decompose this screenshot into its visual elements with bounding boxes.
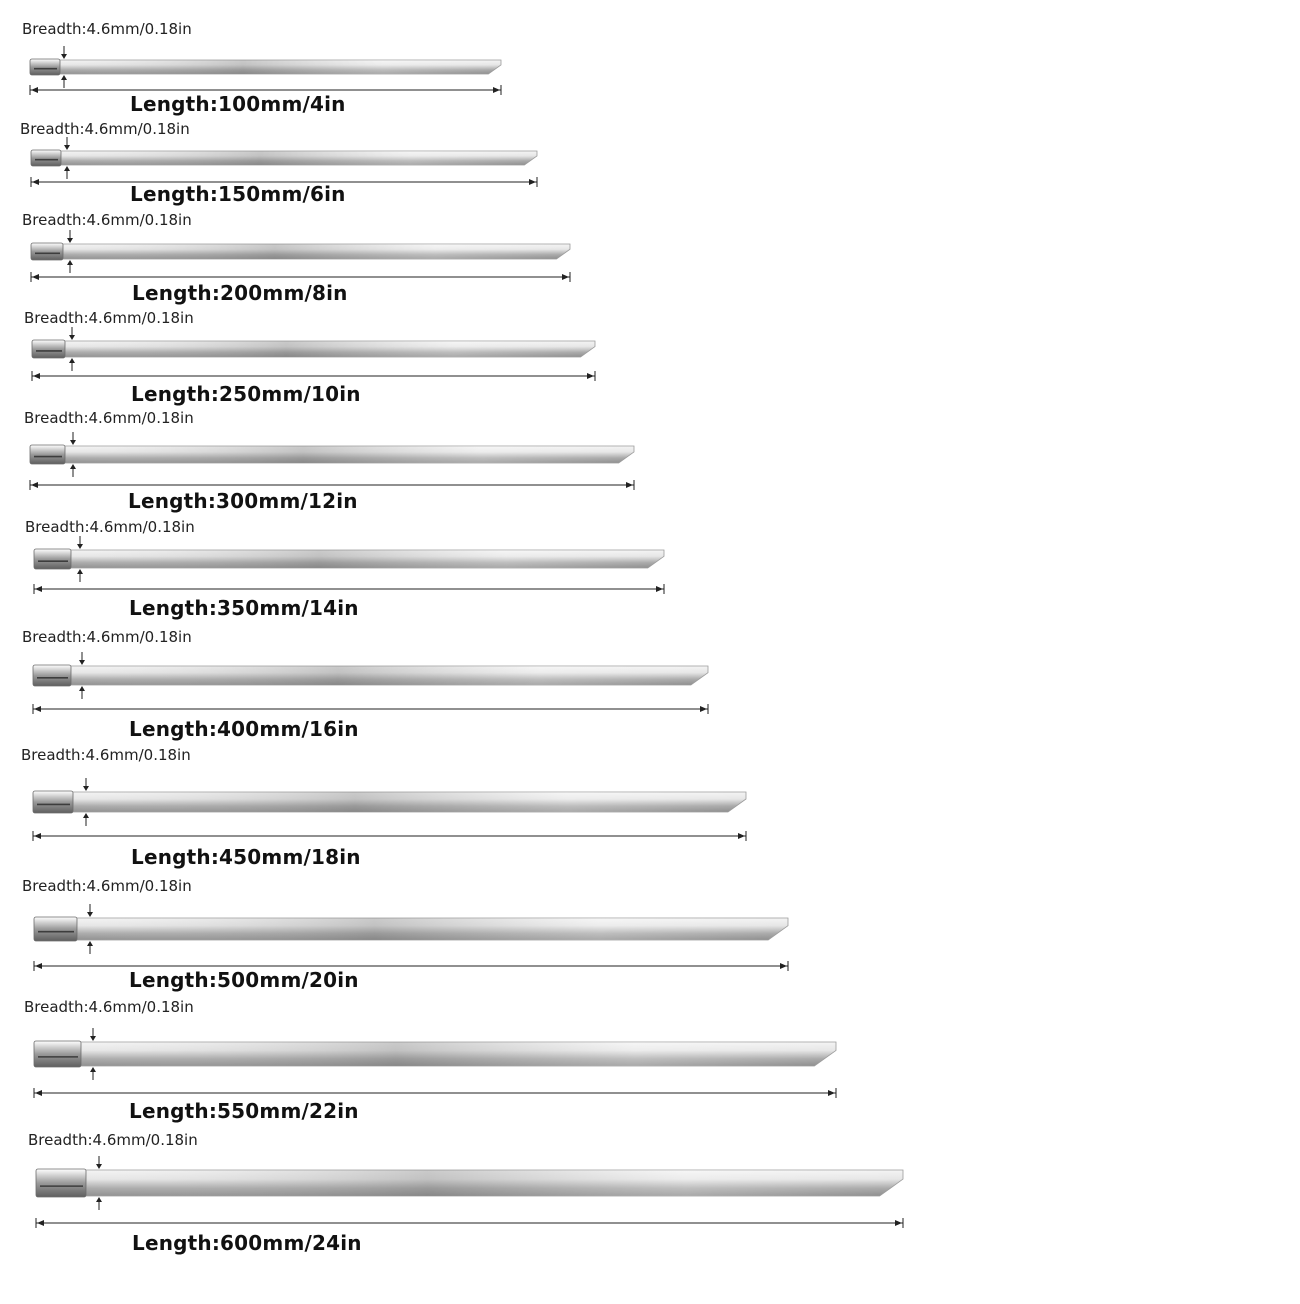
breadth-label: Breadth:4.6mm/0.18in	[22, 877, 192, 895]
breadth-arrowhead-bottom	[90, 1067, 96, 1072]
strap-sheen	[35, 666, 708, 685]
length-arrowhead-right	[587, 373, 594, 379]
breadth-arrowhead-bottom	[79, 686, 85, 691]
breadth-arrowhead-bottom	[61, 75, 67, 80]
strap-sheen	[36, 550, 664, 568]
length-label: Length:350mm/14in	[129, 596, 359, 620]
breadth-arrowhead-bottom	[64, 166, 70, 171]
cable-tie-100mm	[30, 46, 501, 95]
length-arrowhead-left	[35, 1090, 42, 1096]
length-arrowhead-right	[529, 179, 536, 185]
buckle-head	[30, 59, 60, 75]
length-label: Length:200mm/8in	[132, 281, 348, 305]
length-arrowhead-left	[31, 87, 38, 93]
length-arrowhead-right	[895, 1220, 902, 1226]
cable-tie-250mm	[32, 327, 595, 381]
breadth-arrowhead-top	[70, 440, 76, 445]
breadth-arrowhead-top	[87, 912, 93, 917]
buckle-head	[33, 791, 73, 813]
cable-tie-450mm	[33, 778, 746, 841]
length-arrowhead-right	[828, 1090, 835, 1096]
cable-tie-500mm	[34, 904, 788, 971]
buckle-head	[31, 150, 61, 166]
length-label: Length:400mm/16in	[129, 717, 359, 741]
length-arrowhead-right	[562, 274, 569, 280]
length-label: Length:500mm/20in	[129, 968, 359, 992]
length-arrowhead-right	[493, 87, 500, 93]
length-arrowhead-left	[31, 482, 38, 488]
length-arrowhead-left	[35, 963, 42, 969]
breadth-label: Breadth:4.6mm/0.18in	[22, 628, 192, 646]
length-label: Length:600mm/24in	[132, 1231, 362, 1255]
length-label: Length:450mm/18in	[131, 845, 361, 869]
length-arrowhead-left	[32, 179, 39, 185]
strap-sheen	[35, 792, 746, 812]
length-arrowhead-left	[34, 706, 41, 712]
strap-sheen	[36, 918, 788, 940]
buckle-head	[34, 917, 77, 941]
breadth-label: Breadth:4.6mm/0.18in	[22, 20, 192, 38]
breadth-label: Breadth:4.6mm/0.18in	[24, 409, 194, 427]
breadth-arrowhead-bottom	[69, 358, 75, 363]
breadth-label: Breadth:4.6mm/0.18in	[28, 1131, 198, 1149]
breadth-arrowhead-bottom	[96, 1197, 102, 1202]
breadth-arrowhead-bottom	[77, 569, 83, 574]
breadth-label: Breadth:4.6mm/0.18in	[24, 309, 194, 327]
breadth-arrowhead-top	[90, 1036, 96, 1041]
length-label: Length:150mm/6in	[130, 182, 346, 206]
breadth-label: Breadth:4.6mm/0.18in	[21, 746, 191, 764]
strap-sheen	[32, 60, 501, 74]
length-arrowhead-left	[35, 586, 42, 592]
buckle-head	[34, 549, 71, 569]
breadth-arrowhead-top	[61, 54, 67, 59]
buckle-head	[32, 340, 65, 358]
breadth-label: Breadth:4.6mm/0.18in	[20, 120, 190, 138]
breadth-arrowhead-bottom	[87, 941, 93, 946]
breadth-label: Breadth:4.6mm/0.18in	[24, 998, 194, 1016]
breadth-arrowhead-top	[79, 660, 85, 665]
strap-sheen	[34, 341, 595, 357]
cable-tie-600mm	[36, 1156, 903, 1228]
strap-sheen	[38, 1170, 903, 1196]
breadth-arrowhead-top	[96, 1164, 102, 1169]
length-arrowhead-right	[700, 706, 707, 712]
cable-tie-150mm	[31, 137, 537, 187]
length-arrowhead-right	[656, 586, 663, 592]
length-arrowhead-left	[34, 833, 41, 839]
breadth-arrowhead-top	[64, 145, 70, 150]
breadth-arrowhead-bottom	[83, 813, 89, 818]
cable-tie-550mm	[34, 1028, 836, 1098]
length-arrowhead-left	[37, 1220, 44, 1226]
buckle-head	[31, 243, 63, 260]
length-label: Length:300mm/12in	[128, 489, 358, 513]
buckle-head	[33, 665, 71, 686]
cable-tie-400mm	[33, 652, 708, 714]
cable-tie-350mm	[34, 536, 664, 594]
buckle-head	[36, 1169, 86, 1197]
length-arrowhead-left	[32, 274, 39, 280]
breadth-label: Breadth:4.6mm/0.18in	[22, 211, 192, 229]
length-label: Length:250mm/10in	[131, 382, 361, 406]
length-label: Length:550mm/22in	[129, 1099, 359, 1123]
buckle-head	[30, 445, 65, 464]
length-arrowhead-left	[33, 373, 40, 379]
breadth-arrowhead-top	[69, 335, 75, 340]
breadth-arrowhead-top	[67, 238, 73, 243]
length-arrowhead-right	[626, 482, 633, 488]
breadth-arrowhead-top	[83, 786, 89, 791]
breadth-arrowhead-bottom	[67, 260, 73, 265]
length-arrowhead-right	[738, 833, 745, 839]
breadth-arrowhead-bottom	[70, 464, 76, 469]
strap-sheen	[33, 151, 537, 165]
strap-sheen	[33, 244, 570, 259]
length-label: Length:100mm/4in	[130, 92, 346, 116]
strap-sheen	[32, 446, 634, 463]
breadth-label: Breadth:4.6mm/0.18in	[25, 518, 195, 536]
strap-sheen	[36, 1042, 836, 1066]
buckle-head	[34, 1041, 81, 1067]
cable-tie-300mm	[30, 432, 634, 490]
cable-tie-200mm	[31, 230, 570, 282]
length-arrowhead-right	[780, 963, 787, 969]
breadth-arrowhead-top	[77, 544, 83, 549]
